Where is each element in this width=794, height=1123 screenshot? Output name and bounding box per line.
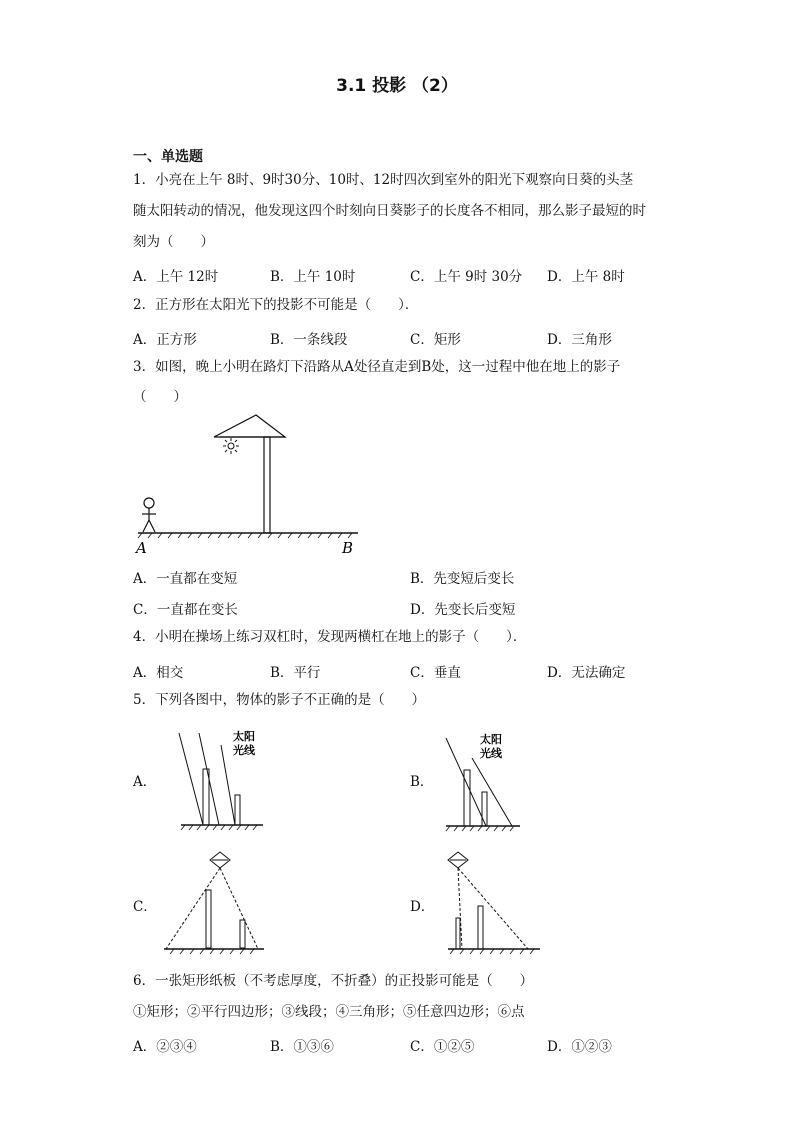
q1-option-a[interactable]: A．上午 12时 <box>133 269 219 285</box>
q3-option-a[interactable]: A．一直都在变短 <box>133 571 238 587</box>
q5-option-a-label[interactable]: A． <box>133 774 157 790</box>
page-title: 3.1 投影 （2） <box>336 76 458 96</box>
q6-option-a[interactable]: A．②③④ <box>133 1039 197 1055</box>
lamp-bulb-icon <box>223 438 239 454</box>
q2-option-b[interactable]: B．一条线段 <box>270 332 348 348</box>
q2-option-d[interactable]: D．三角形 <box>547 332 612 348</box>
point-a-label: A <box>136 539 147 557</box>
q5-option-b-label[interactable]: B． <box>410 774 434 790</box>
q4-option-a[interactable]: A．相交 <box>133 665 184 681</box>
q4-text: 4．小明在操场上练习双杠时，发现两横杠在地上的影子（ ）． <box>133 629 527 645</box>
q5-figure-c <box>160 848 270 958</box>
q4-option-d[interactable]: D．无法确定 <box>547 665 626 681</box>
q6-option-b[interactable]: B．①③⑥ <box>270 1039 334 1055</box>
sun-label-line2: 光线 <box>233 744 255 757</box>
q2-option-c[interactable]: C．矩形 <box>410 332 461 348</box>
q5-text: 5．下列各图中，物体的影子不正确的是（ ） <box>133 692 426 708</box>
q1-text-line-2: 随太阳转动的情况，他发现这四个时刻向日葵影子的长度各不相同，那么影子最短的时 <box>133 203 646 219</box>
q1-text-line-3: 刻为（ ） <box>133 234 214 250</box>
q5-figure-d <box>440 848 550 958</box>
q3-text-line-2: （ ） <box>133 389 187 405</box>
q6-option-d[interactable]: D．①②③ <box>547 1039 612 1055</box>
sun-label-line2: 光线 <box>480 747 502 760</box>
q4-option-b[interactable]: B．平行 <box>270 665 321 681</box>
q5-figure-a <box>175 727 275 832</box>
q3-option-b[interactable]: B．先变短后变长 <box>410 571 515 587</box>
q5-figure-b <box>440 730 540 835</box>
lamp-shade <box>214 415 285 437</box>
point-b-label: B <box>342 539 354 557</box>
q1-option-b[interactable]: B．上午 10时 <box>270 269 356 285</box>
q2-text: 2．正方形在太阳光下的投影不可能是（ ）． <box>133 297 419 313</box>
q1-option-c[interactable]: C．上午 9时 30分 <box>410 269 523 285</box>
q6-option-c[interactable]: C．①②⑤ <box>410 1039 475 1055</box>
q4-option-c[interactable]: C．垂直 <box>410 665 461 681</box>
q6-choices: ①矩形；②平行四边形；③线段；④三角形；⑤任意四边形；⑥点 <box>133 1004 525 1020</box>
lamp-pole <box>264 437 270 533</box>
q1-text-line-1: 1．小亮在上午 8时、9时30分、10时、12时四次到室外的阳光下观察向日葵的头茎 <box>133 172 634 188</box>
q1-option-d[interactable]: D．上午 8时 <box>547 269 625 285</box>
q6-text: 6．一张矩形纸板（不考虑厚度，不折叠）的正投影可能是（ ） <box>133 973 534 989</box>
q3-option-d[interactable]: D．先变长后变短 <box>410 602 516 618</box>
q3-text-line-1: 3．如图，晚上小明在路灯下沿路从A处径直走到B处，这一过程中他在地上的影子 <box>133 359 621 375</box>
sun-label-line1: 太阳 <box>480 733 502 746</box>
q3-option-c[interactable]: C．一直都在变长 <box>133 602 238 618</box>
q5-option-d-label[interactable]: D． <box>410 899 435 915</box>
person-icon <box>142 498 156 532</box>
q5-option-c-label[interactable]: C． <box>133 899 157 915</box>
sun-label-line1: 太阳 <box>233 730 255 743</box>
section-heading: 一、单选题 <box>133 149 203 165</box>
q2-option-a[interactable]: A．正方形 <box>133 332 197 348</box>
streetlight-figure <box>130 405 370 560</box>
